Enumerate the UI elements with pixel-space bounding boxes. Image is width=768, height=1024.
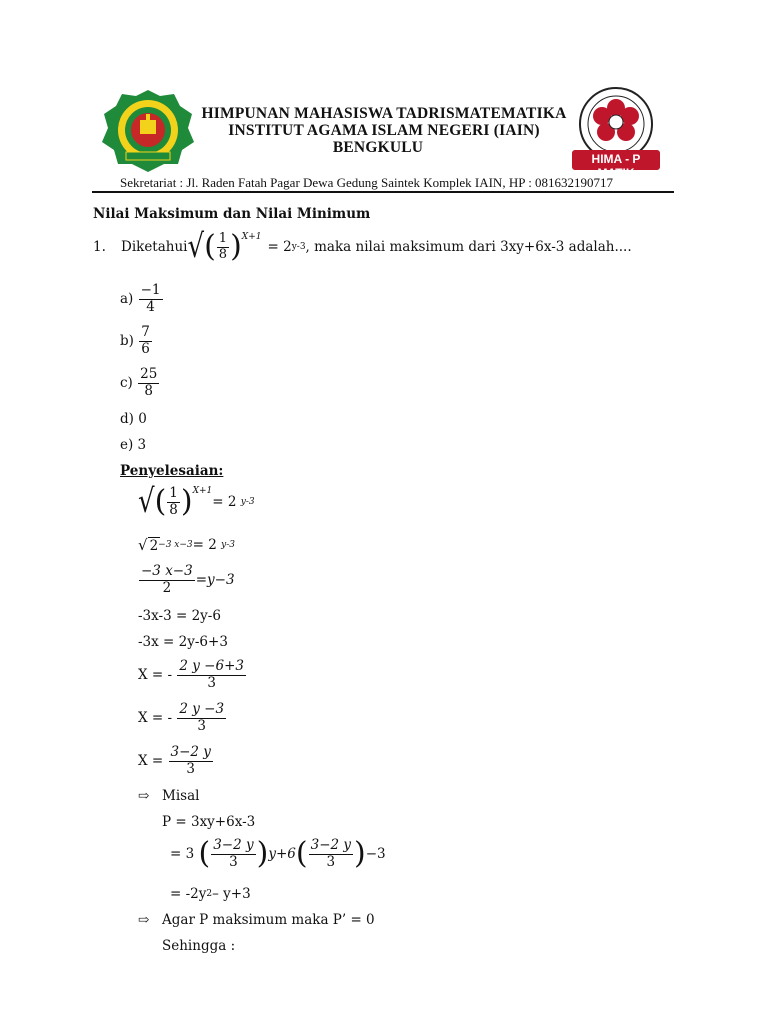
secretariat-address: Sekretariat : Jl. Raden Fatah Pagar Dewa Gedung Saintek Komplek IAIN, HP : 081632190717 xyxy=(120,175,614,190)
option-d: d) 0 xyxy=(120,411,147,427)
hima-pmatik-banner-text: HIMA - P MATIK xyxy=(591,152,641,180)
option-c: c) $\frac{25}{8}$ xyxy=(120,366,158,399)
question-prefix: Diketahui xyxy=(121,239,188,256)
question-number: 1. xyxy=(93,239,106,256)
solution-heading: Penyelesaian: xyxy=(120,463,224,479)
section-title: Nilai Maksimum dan Nilai Minimum xyxy=(93,206,371,222)
step-3: $\frac{-3 x-3}{2}$ =y−3 xyxy=(141,563,235,596)
misal-line: ⇨ Misal xyxy=(138,788,200,804)
step-6: X = - $\frac{2 y -6+3}{3}$ xyxy=(138,658,244,691)
header-rule xyxy=(92,191,674,193)
arrow-icon: ⇨ xyxy=(138,912,150,928)
step-2: √ 2 −3 x−3 = 2 y-3 xyxy=(138,536,235,554)
step-5: -3x = 2y-6+3 xyxy=(138,634,228,650)
step-1: √ ( $\frac{1}{8}$ ) X+1 = 2 y-3 xyxy=(138,483,255,521)
p-substitution: = 3 ( $\frac{3-2 y}{3}$ ) y+6 ( $\frac{3-2 y}{3}$ ) −3 xyxy=(170,836,386,872)
question-suffix: , maka nilai maksimum dari 3xy+6x-3 adalah.... xyxy=(305,239,632,256)
option-a: a) $\frac{-1}{4}$ xyxy=(120,282,161,315)
city-name: BENGKULU xyxy=(332,139,424,156)
option-b: b) $\frac{7}{6}$ xyxy=(120,324,150,357)
agar-line: ⇨ Agar P maksimum maka P’ = 0 xyxy=(138,912,375,928)
sehingga-line: Sehingga : xyxy=(162,938,236,954)
iain-bengkulu-logo xyxy=(100,88,196,172)
p-result: = -2y 2 – y+3 xyxy=(170,886,251,902)
institute-name: INSTITUT AGAMA ISLAM NEGERI (IAIN) xyxy=(228,122,540,139)
org-name: HIMPUNAN MAHASISWA TADRISMATEMATIKA xyxy=(201,105,567,122)
option-e: e) 3 xyxy=(120,437,147,453)
question-1: 1. Diketahui √ ( $\frac{1}{8}$ ) X+1 = 2 y-3 , maka nilai maksimum dari 3xy+6x-3 adalah.... xyxy=(93,228,632,267)
step-4: -3x-3 = 2y-6 xyxy=(138,608,221,624)
p-definition: P = 3xy+6x-3 xyxy=(162,814,256,830)
arrow-icon: ⇨ xyxy=(138,788,150,804)
question-radical: √ ( $\frac{1}{8}$ ) X+1 xyxy=(187,228,262,267)
step-8: X = $\frac{3-2 y}{3}$ xyxy=(138,744,211,777)
step-7: X = - $\frac{2 y -3}{3}$ xyxy=(138,701,225,734)
